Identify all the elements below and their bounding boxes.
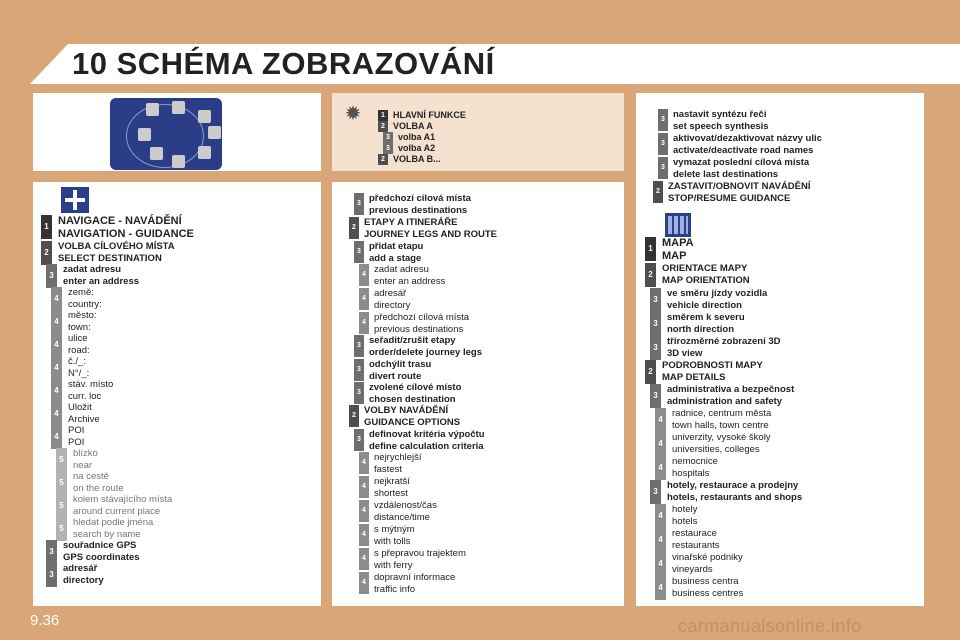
- menu-item-text: [374, 476, 410, 499]
- menu-item-text: [68, 310, 97, 333]
- menu-item-text: [374, 572, 455, 595]
- menu-item-level-3: [46, 563, 104, 587]
- menu-item-line: add a stage: [369, 252, 422, 264]
- menu-item-line: MAP DETAILS: [662, 371, 726, 383]
- menu-item-text: [369, 193, 471, 216]
- page-title: 10 SCHÉMA ZOBRAZOVÁNÍ: [72, 46, 495, 81]
- level-badge: 3: [354, 359, 364, 381]
- menu-item-level-4: [359, 264, 445, 287]
- menu-item-line: předchozí cílová místa: [369, 193, 471, 204]
- menu-item-text: [68, 379, 113, 402]
- menu-item-level-4: [655, 576, 743, 600]
- menu-item-line: nemocnice: [672, 456, 718, 467]
- menu-item-text: [374, 312, 469, 335]
- level-badge: 3: [658, 109, 668, 131]
- menu-item-text: [672, 456, 718, 479]
- level-badge: 4: [51, 402, 62, 426]
- menu-item-level-4: [655, 456, 718, 480]
- level-badge: 3: [354, 382, 364, 404]
- menu-item-level-3: [650, 336, 781, 360]
- menu-item-line: přidat etapu: [369, 241, 424, 252]
- menu-item-text: [364, 217, 497, 240]
- level-badge: 4: [359, 312, 369, 334]
- level-badge: 3: [354, 335, 364, 357]
- level-badge: 3: [46, 264, 57, 288]
- menu-item-level-4: [359, 572, 455, 595]
- menu-item-level-2: [645, 263, 750, 287]
- menu-item-line: directory: [374, 299, 411, 311]
- menu-item-line: define calculation criteria: [369, 440, 484, 452]
- level-badge: 4: [655, 504, 666, 528]
- menu-item-level-3: [650, 384, 794, 408]
- menu-item-text: [73, 471, 124, 494]
- menu-item-level-3: [354, 382, 461, 405]
- menu-item-line: restaurants: [672, 539, 720, 551]
- level-badge: 2: [349, 217, 359, 239]
- menu-item-line: business centres: [672, 587, 744, 599]
- level-badge: 4: [51, 379, 62, 403]
- menu-item-text: [672, 432, 771, 455]
- level-badge: 5: [56, 471, 67, 495]
- menu-item-line: restaurace: [672, 528, 717, 539]
- level-badge: 3: [46, 540, 57, 564]
- menu-item-level-2: [41, 241, 175, 265]
- level-badge: 3: [650, 336, 661, 360]
- menu-item-line: Uložit: [68, 402, 92, 413]
- menu-item-line: SELECT DESTINATION: [58, 252, 162, 264]
- level-badge: 2: [653, 181, 663, 203]
- menu-item-line: země:: [68, 287, 94, 298]
- level-badge: 2: [349, 405, 359, 427]
- menu-item-line: PODROBNOSTI MAPY: [662, 360, 763, 371]
- menu-item-line: curr. loc: [68, 390, 102, 402]
- menu-item-line: volba A2: [398, 143, 436, 153]
- menu-item-level-3: [46, 264, 139, 288]
- menu-item-line: NAVIGATION - GUIDANCE: [58, 227, 194, 240]
- menu-item-line: around current place: [73, 505, 161, 517]
- menu-item-line: vzdálenost/čas: [374, 500, 437, 511]
- menu-item-line: VOLBY NAVÁDĚNÍ: [364, 405, 449, 416]
- menu-item-line: hotels, restaurants and shops: [667, 491, 803, 503]
- menu-item-text: [374, 288, 410, 311]
- building-icon: [146, 103, 159, 116]
- menu-item-text: [667, 288, 767, 311]
- menu-item-text: [672, 552, 743, 575]
- menu-item-line: dopravní informace: [374, 572, 456, 583]
- menu-item-text: [68, 287, 102, 310]
- menu-item-line: country:: [68, 298, 102, 310]
- level-badge: 1: [645, 237, 656, 261]
- lock-icon: [208, 126, 221, 139]
- menu-item-text: [662, 263, 750, 286]
- menu-item-level-3: [383, 143, 435, 154]
- level-badge: 4: [359, 452, 369, 474]
- menu-item-level-3: [650, 312, 745, 336]
- main-menu-screen-image: [110, 98, 222, 170]
- menu-item-line: MAP ORIENTATION: [662, 274, 750, 286]
- menu-item-text: [68, 425, 84, 448]
- menu-item-level-4: [51, 333, 90, 357]
- menu-item-level-3: [354, 429, 485, 452]
- menu-item-level-4: [359, 452, 422, 475]
- menu-item-line: Archive: [68, 413, 100, 425]
- menu-item-text: [73, 517, 153, 540]
- level-badge: 4: [359, 476, 369, 498]
- menu-item-text: [63, 563, 104, 586]
- menu-item-line: town halls, town centre: [672, 419, 769, 431]
- menu-item-line: near: [73, 459, 93, 471]
- page-number: 9.36: [30, 612, 60, 629]
- level-badge: 2: [645, 360, 656, 384]
- level-badge: 3: [658, 157, 668, 179]
- menu-item-line: univerzity, vysoké školy: [672, 432, 771, 443]
- menu-item-line: vineyards: [672, 563, 713, 575]
- menu-item-line: vymazat poslední cílová místa: [673, 157, 810, 168]
- menu-item-line: enter an address: [374, 275, 446, 287]
- map-grid-icon: [665, 213, 691, 237]
- menu-item-line: hledat podle jména: [73, 517, 154, 528]
- menu-item-text: [369, 429, 485, 452]
- menu-item-line: shortest: [374, 487, 408, 499]
- menu-item-line: město:: [68, 310, 97, 321]
- menu-item-line: 3D view: [667, 347, 703, 359]
- menu-item-line: hotely, restaurace a prodejny: [667, 480, 799, 491]
- menu-item-line: set speech synthesis: [673, 120, 769, 132]
- warning-icon: [172, 101, 185, 114]
- menu-item-level-5: [56, 471, 124, 495]
- menu-item-line: ZASTAVIT/OBNOVIT NAVÁDĚNÍ: [668, 181, 811, 192]
- menu-item-line: order/delete journey legs: [369, 346, 482, 358]
- sun-icon: ✹: [344, 103, 362, 125]
- level-badge: 2: [645, 263, 656, 287]
- menu-item-line: ulice: [68, 333, 88, 344]
- menu-item-line: adresář: [63, 563, 98, 574]
- menu-item-line: definovat kritéria výpočtu: [369, 429, 485, 440]
- menu-item-text: [667, 336, 781, 359]
- menu-item-line: delete last destinations: [673, 168, 779, 180]
- menu-item-line: s přepravou trajektem: [374, 548, 466, 559]
- level-badge: 4: [655, 528, 666, 552]
- menu-item-text: [369, 359, 431, 382]
- menu-item-line: třírozměrné zobrazení 3D: [667, 336, 781, 347]
- menu-item-line: odchýlit trasu: [369, 359, 432, 370]
- watermark: carmanualsonline.info: [678, 616, 862, 636]
- menu-item-level-4: [359, 500, 437, 523]
- menu-item-line: zadat adresu: [63, 264, 122, 275]
- menu-item-text: [58, 241, 175, 264]
- menu-item-line: fastest: [374, 463, 402, 475]
- menu-item-text: [364, 405, 460, 428]
- level-badge: 3: [383, 132, 393, 143]
- menu-item-line: vinařské podniky: [672, 552, 743, 563]
- menu-item-line: MAP: [662, 249, 687, 262]
- menu-item-line: kolem stávajícího místa: [73, 494, 173, 505]
- menu-item-line: VOLBA B...: [393, 154, 441, 164]
- menu-item-text: [73, 448, 98, 471]
- menu-item-line: blízko: [73, 448, 98, 459]
- menu-item-level-4: [359, 524, 415, 547]
- menu-item-text: [398, 143, 435, 154]
- menu-item-line: town:: [68, 321, 91, 333]
- menu-item-line: N°/_:: [68, 367, 90, 379]
- menu-item-line: on the route: [73, 482, 124, 494]
- level-badge: 3: [383, 143, 393, 154]
- menu-item-text: [667, 480, 802, 503]
- menu-item-line: seřadit/zrušit etapy: [369, 335, 456, 346]
- menu-item-level-2: [653, 181, 811, 204]
- menu-item-line: VOLBA CÍLOVÉHO MÍSTA: [58, 241, 175, 252]
- level-badge: 4: [51, 425, 62, 449]
- menu-item-text: [662, 360, 763, 383]
- menu-item-line: distance/time: [374, 511, 430, 523]
- level-badge: 4: [359, 264, 369, 286]
- menu-item-line: nejkratší: [374, 476, 410, 487]
- level-badge: 4: [359, 288, 369, 310]
- tools-icon: [150, 147, 163, 160]
- menu-item-line: previous destinations: [369, 204, 468, 216]
- menu-item-level-3: [383, 132, 435, 143]
- menu-item-level-4: [655, 528, 720, 552]
- menu-item-level-4: [655, 432, 771, 456]
- menu-item-line: traffic info: [374, 583, 416, 595]
- menu-item-line: north direction: [667, 323, 735, 335]
- menu-item-text: [673, 109, 769, 132]
- menu-item-line: souřadnice GPS: [63, 540, 137, 551]
- menu-item-level-2: [645, 360, 763, 384]
- menu-item-line: nastavit syntézu řeči: [673, 109, 767, 120]
- menu-item-level-3: [658, 157, 809, 180]
- menu-item-text: [374, 524, 415, 547]
- menu-item-level-4: [51, 425, 84, 449]
- menu-item-level-4: [51, 402, 100, 426]
- level-badge: 4: [655, 552, 666, 576]
- level-badge: 4: [51, 333, 62, 357]
- menu-item-line: universities, colleges: [672, 443, 760, 455]
- menu-item-level-3: [354, 193, 471, 216]
- menu-item-line: č./_:: [68, 356, 86, 367]
- menu-item-level-3: [650, 480, 802, 504]
- menu-item-text: [667, 384, 794, 407]
- menu-item-line: nejrychlejší: [374, 452, 422, 463]
- menu-item-level-3: [650, 288, 767, 312]
- menu-item-level-4: [51, 356, 89, 380]
- menu-item-text: [369, 335, 482, 358]
- level-badge: 4: [51, 310, 62, 334]
- menu-item-line: aktivovat/dezaktivovat názvy ulic: [673, 133, 822, 144]
- menu-item-text: [63, 264, 139, 287]
- level-badge: 3: [650, 480, 661, 504]
- menu-item-line: na cestě: [73, 471, 109, 482]
- level-badge: 5: [56, 494, 67, 518]
- menu-item-line: divert route: [369, 370, 422, 382]
- menu-item-level-3: [354, 241, 423, 264]
- menu-item-line: activate/deactivate road names: [673, 144, 814, 156]
- level-badge: 4: [51, 287, 62, 311]
- level-badge: 5: [56, 517, 67, 541]
- menu-item-text: [672, 528, 720, 551]
- level-badge: 2: [378, 121, 388, 132]
- menu-item-level-5: [56, 448, 98, 472]
- menu-item-line: business centra: [672, 576, 739, 587]
- menu-item-line: administration and safety: [667, 395, 783, 407]
- menu-item-level-4: [655, 552, 743, 576]
- menu-item-line: zvolené cílové místo: [369, 382, 462, 393]
- level-badge: 4: [655, 576, 666, 600]
- level-badge: 4: [655, 432, 666, 456]
- menu-item-text: [672, 504, 697, 527]
- menu-item-level-2: [378, 121, 433, 132]
- menu-item-text: [374, 452, 422, 475]
- menu-item-text: [68, 356, 89, 379]
- menu-item-level-3: [354, 359, 431, 382]
- level-badge: 5: [56, 448, 67, 472]
- menu-item-line: zadat adresu: [374, 264, 429, 275]
- menu-item-text: [398, 132, 435, 143]
- menu-item-level-3: [46, 540, 140, 564]
- level-badge: 2: [378, 154, 388, 165]
- level-badge: 3: [354, 429, 364, 451]
- menu-item-text: [374, 548, 466, 571]
- menu-item-line: GUIDANCE OPTIONS: [364, 416, 461, 428]
- menu-item-level-4: [359, 288, 410, 311]
- level-badge: 4: [359, 524, 369, 546]
- menu-item-text: [369, 241, 423, 264]
- menu-item-line: JOURNEY LEGS AND ROUTE: [364, 228, 498, 240]
- gauge-icon: [172, 155, 185, 168]
- menu-item-line: administrativa a bezpečnost: [667, 384, 795, 395]
- menu-item-text: [393, 121, 433, 132]
- menu-item-line: enter an address: [63, 275, 140, 287]
- menu-item-level-1: [41, 215, 194, 241]
- menu-item-line: GPS coordinates: [63, 551, 140, 563]
- menu-item-text: [68, 333, 90, 356]
- level-badge: 1: [41, 215, 52, 239]
- menu-item-text: [673, 157, 809, 180]
- menu-item-text: [68, 402, 100, 425]
- level-badge: 4: [359, 572, 369, 594]
- menu-item-level-1: [645, 237, 694, 263]
- menu-item-level-2: [378, 154, 441, 165]
- level-badge: 4: [655, 408, 666, 432]
- car-icon: [198, 110, 211, 123]
- menu-item-line: with tolls: [374, 535, 411, 547]
- menu-item-level-2: [349, 405, 460, 428]
- menu-item-text: [673, 133, 822, 156]
- menu-item-line: ORIENTACE MAPY: [662, 263, 748, 274]
- menu-item-line: road:: [68, 344, 90, 356]
- menu-item-line: adresář: [374, 288, 407, 299]
- menu-item-line: HLAVNÍ FUNKCE: [393, 110, 466, 120]
- menu-item-text: [662, 237, 694, 263]
- menu-item-level-2: [349, 217, 497, 240]
- menu-item-text: [73, 494, 172, 517]
- menu-item-line: ETAPY A ITINERÁŘE: [364, 217, 458, 228]
- menu-item-line: s mýtným: [374, 524, 415, 535]
- menu-item-level-3: [658, 109, 769, 132]
- menu-item-text: [667, 312, 745, 335]
- menu-item-line: volba A1: [398, 132, 436, 142]
- menu-item-line: předchozí cílová místa: [374, 312, 470, 323]
- level-badge: 4: [359, 548, 369, 570]
- menu-item-level-4: [655, 408, 771, 432]
- menu-item-text: [369, 382, 461, 405]
- menu-item-line: hotels: [672, 515, 698, 527]
- level-badge: 3: [650, 384, 661, 408]
- level-badge: 3: [354, 193, 364, 215]
- level-badge: 3: [354, 241, 364, 263]
- menu-item-level-3: [658, 133, 822, 156]
- menu-item-line: směrem k severu: [667, 312, 745, 323]
- menu-item-line: POI: [68, 436, 85, 448]
- menu-item-text: [393, 154, 441, 165]
- menu-item-text: [374, 500, 437, 523]
- crosshair-icon: [138, 128, 151, 141]
- menu-item-line: POI: [68, 425, 85, 436]
- menu-item-text: [63, 540, 140, 563]
- menu-item-line: radnice, centrum města: [672, 408, 772, 419]
- menu-item-line: NAVIGACE - NAVÁDĚNÍ: [58, 215, 182, 227]
- menu-item-line: stáv. místo: [68, 379, 114, 390]
- menu-item-level-1: [378, 110, 466, 121]
- level-badge: 2: [41, 241, 52, 265]
- level-badge: 4: [359, 500, 369, 522]
- level-badge: 4: [51, 356, 62, 380]
- level-badge: 3: [658, 133, 668, 155]
- menu-item-line: VOLBA A: [393, 121, 433, 131]
- menu-item-line: directory: [63, 574, 104, 586]
- crosshair-map-icon: [61, 187, 89, 213]
- menu-item-level-4: [359, 548, 466, 571]
- menu-item-line: hospitals: [672, 467, 710, 479]
- menu-item-level-5: [56, 517, 153, 541]
- level-badge: 3: [650, 312, 661, 336]
- menu-item-level-4: [51, 287, 102, 311]
- menu-item-text: [668, 181, 811, 204]
- menu-item-text: [393, 110, 466, 121]
- main-function-legend-panel: [332, 93, 624, 171]
- menu-item-line: STOP/RESUME GUIDANCE: [668, 192, 791, 204]
- menu-item-line: ve směru jízdy vozidla: [667, 288, 768, 299]
- menu-item-text: [374, 264, 445, 287]
- menu-item-line: vehicle direction: [667, 299, 742, 311]
- menu-item-level-5: [56, 494, 172, 518]
- menu-item-line: previous destinations: [374, 323, 464, 335]
- menu-item-text: [58, 215, 194, 241]
- menu-item-text: [672, 408, 771, 431]
- level-badge: 1: [378, 110, 388, 121]
- menu-item-line: with ferry: [374, 559, 413, 571]
- menu-item-text: [672, 576, 743, 599]
- menu-item-line: chosen destination: [369, 393, 456, 405]
- level-badge: 3: [650, 288, 661, 312]
- menu-item-line: MAPA: [662, 237, 694, 249]
- level-badge: 3: [46, 563, 57, 587]
- menu-item-level-4: [51, 379, 113, 403]
- menu-item-level-3: [354, 335, 482, 358]
- menu-item-level-4: [359, 476, 410, 499]
- menu-item-line: hotely: [672, 504, 698, 515]
- level-badge: 4: [655, 456, 666, 480]
- menu-item-line: search by name: [73, 528, 141, 540]
- menu-item-level-4: [359, 312, 469, 335]
- menu-item-level-4: [51, 310, 97, 334]
- menu-item-level-4: [655, 504, 697, 528]
- settings-icon: [198, 146, 211, 159]
